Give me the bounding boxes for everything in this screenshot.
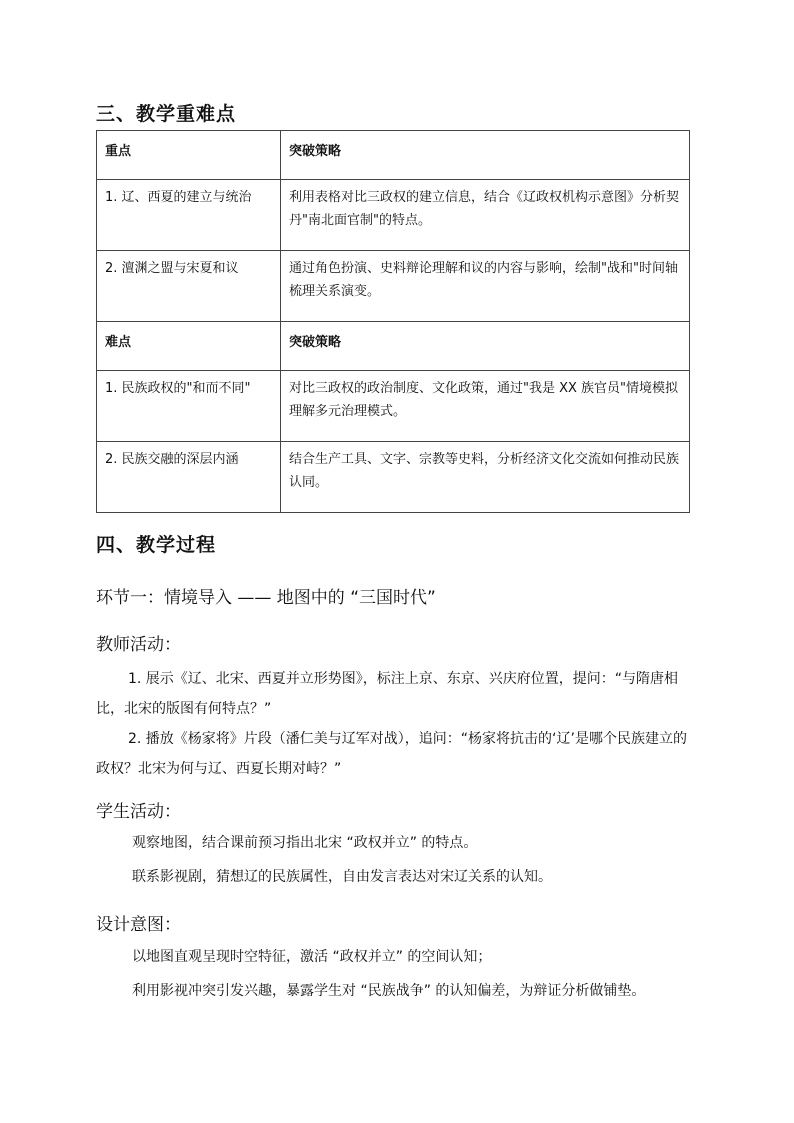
table-cell: 2. 澶渊之盟与宋夏和议 [97, 251, 281, 322]
table-row [97, 180, 690, 251]
section-3-title: 三、教学重难点 [96, 103, 237, 125]
table-cell: 结合生产工具、文字、宗教等史料，分析经济文化交流如何推动民族认同。 [281, 442, 690, 513]
table-cell: 利用表格对比三政权的建立信息，结合《辽政权机构示意图》分析契丹"南北面官制"的特点。 [281, 180, 690, 251]
table-header-row-difficult [97, 322, 690, 371]
table-row [97, 442, 690, 513]
design-intent-heading: 设计意图： [96, 915, 181, 935]
table-header-row-key [97, 131, 690, 180]
table-cell: 对比三政权的政治制度、文化政策，通过"我是 XX 族官员"情境模拟理解多元治理模式。 [281, 371, 690, 442]
table-cell: 通过角色扮演、史料辩论理解和议的内容与影响，绘制"战和"时间轴梳理关系演变。 [281, 251, 690, 322]
table-row [97, 371, 690, 442]
table-header-cell: 重点 [97, 131, 281, 180]
table-row [97, 251, 690, 322]
section-4-title: 四、教学过程 [96, 534, 217, 556]
table-cell: 2. 民族交融的深层内涵 [97, 442, 281, 513]
design-intent-item: 以地图直观呈现时空特征，激活 “政权并立” 的空间认知； [132, 949, 492, 965]
table-header-cell: 突破策略 [281, 131, 690, 180]
design-intent-item: 利用影视冲突引发兴趣，暴露学生对 “民族战争” 的认知偏差，为辩证分析做铺垫。 [132, 983, 646, 999]
table-cell: 1. 民族政权的"和而不同" [97, 371, 281, 442]
key-difficult-points-table [96, 130, 690, 513]
student-activity-item: 观察地图，结合课前预习指出北宋 “政权并立” 的特点。 [132, 835, 478, 851]
step-1-title: 环节一：情境导入 —— 地图中的 “三国时代” [96, 588, 436, 608]
student-activity-item: 联系影视剧，猜想辽的民族属性，自由发言表达对宋辽关系的认知。 [132, 869, 552, 885]
table-header-cell: 难点 [97, 322, 281, 371]
table-cell: 1. 辽、西夏的建立与统治 [97, 180, 281, 251]
table-header-cell: 突破策略 [281, 322, 690, 371]
teacher-activity-heading: 教师活动： [96, 635, 181, 655]
teacher-activity-paragraph-2: 2. 播放《杨家将》片段（潘仁美与辽军对战），追问：“杨家将抗击的‘辽’是哪个民族建立的政权？北宋为何与辽、西夏长期对峙？” [96, 731, 687, 777]
teacher-activity-paragraph-1: 1. 展示《辽、北宋、西夏并立形势图》，标注上京、东京、兴庆府位置，提问：“与隋唐相比，北宋的版图有何特点？” [96, 671, 679, 717]
student-activity-heading: 学生活动： [96, 802, 181, 822]
